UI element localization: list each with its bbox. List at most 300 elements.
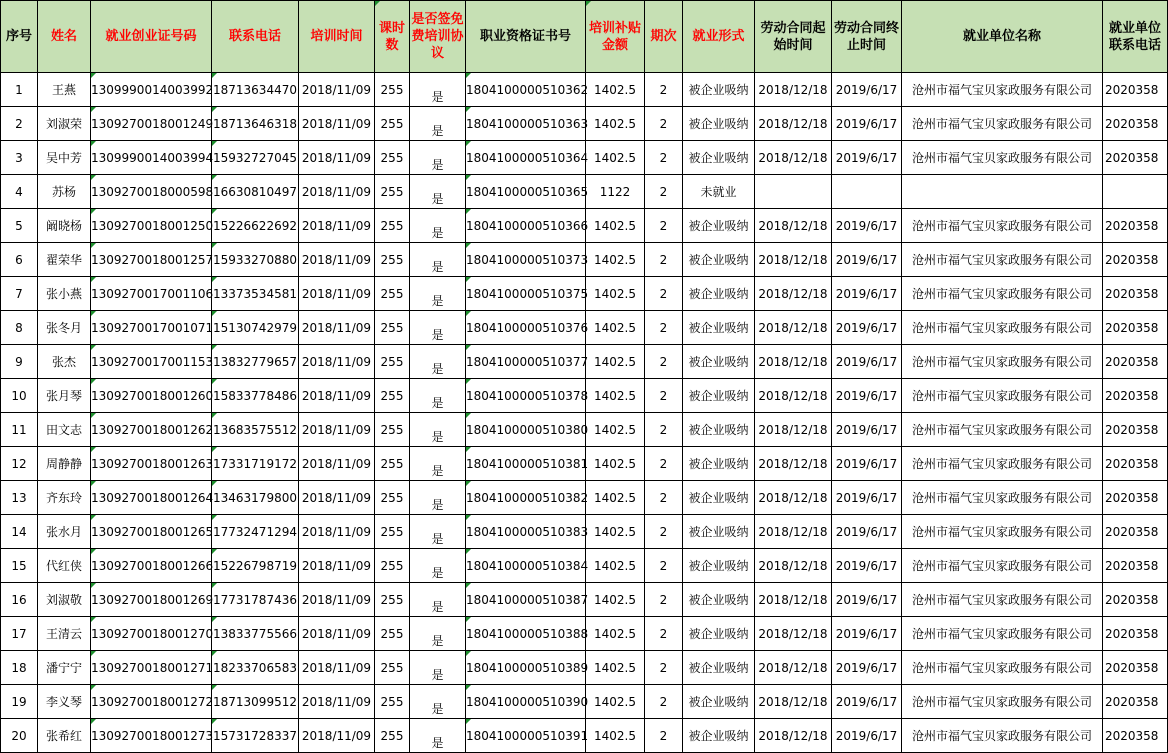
cell-employer-phone[interactable]: 2020358 [1103, 141, 1168, 175]
cell-employer-phone[interactable]: 2020358 [1103, 413, 1168, 447]
cell-agreement[interactable]: 是 [410, 617, 466, 651]
cell-cert-no[interactable]: 1309990014003994 [91, 141, 212, 175]
cell-subsidy[interactable]: 1402.5 [586, 277, 645, 311]
cell-contract-start[interactable]: 2018/12/18 [755, 107, 832, 141]
cell-employer-phone[interactable]: 2020358 [1103, 685, 1168, 719]
cell-name[interactable]: 王清云 [38, 617, 91, 651]
cell-emp-form[interactable]: 被企业吸纳 [683, 277, 755, 311]
cell-period[interactable]: 2 [645, 515, 683, 549]
cell-phone[interactable]: 18713646318 [212, 107, 299, 141]
header-employer-phone[interactable]: 就业单位联系电话 [1103, 1, 1168, 73]
cell-name[interactable]: 张希红 [38, 719, 91, 753]
cell-agreement[interactable]: 是 [410, 447, 466, 481]
header-contract-start[interactable]: 劳动合同起始时间 [755, 1, 832, 73]
cell-contract-start[interactable]: 2018/12/18 [755, 685, 832, 719]
cell-train-time[interactable]: 2018/11/09 [299, 583, 375, 617]
cell-period[interactable]: 2 [645, 175, 683, 209]
cell-contract-end[interactable]: 2019/6/17 [832, 73, 902, 107]
cell-employer[interactable]: 沧州市福气宝贝家政服务有限公司 [902, 345, 1103, 379]
cell-emp-form[interactable]: 被企业吸纳 [683, 447, 755, 481]
cell-emp-form[interactable]: 被企业吸纳 [683, 379, 755, 413]
cell-hours[interactable]: 255 [375, 107, 410, 141]
cell-hours[interactable]: 255 [375, 141, 410, 175]
cell-agreement[interactable]: 是 [410, 209, 466, 243]
cell-period[interactable]: 2 [645, 685, 683, 719]
cell-subsidy[interactable]: 1402.5 [586, 413, 645, 447]
cell-qual-cert[interactable]: 1804100000510382 [466, 481, 586, 515]
cell-train-time[interactable]: 2018/11/09 [299, 311, 375, 345]
cell-employer[interactable]: 沧州市福气宝贝家政服务有限公司 [902, 549, 1103, 583]
cell-cert-no[interactable]: 1309270018001271 [91, 651, 212, 685]
cell-subsidy[interactable]: 1402.5 [586, 243, 645, 277]
cell-contract-end[interactable]: 2019/6/17 [832, 311, 902, 345]
cell-qual-cert[interactable]: 1804100000510387 [466, 583, 586, 617]
cell-qual-cert[interactable]: 1804100000510380 [466, 413, 586, 447]
cell-cert-no[interactable]: 1309270018001257 [91, 243, 212, 277]
cell-cert-no[interactable]: 1309270018001270 [91, 617, 212, 651]
cell-hours[interactable]: 255 [375, 651, 410, 685]
cell-emp-form[interactable]: 被企业吸纳 [683, 141, 755, 175]
cell-employer[interactable]: 沧州市福气宝贝家政服务有限公司 [902, 243, 1103, 277]
cell-cert-no[interactable]: 1309270018001265 [91, 515, 212, 549]
header-phone[interactable]: 联系电话 [212, 1, 299, 73]
cell-qual-cert[interactable]: 1804100000510390 [466, 685, 586, 719]
cell-contract-end[interactable]: 2019/6/17 [832, 447, 902, 481]
cell-contract-start[interactable]: 2018/12/18 [755, 141, 832, 175]
cell-agreement[interactable]: 是 [410, 549, 466, 583]
cell-name[interactable]: 翟荣华 [38, 243, 91, 277]
cell-subsidy[interactable]: 1402.5 [586, 447, 645, 481]
cell-hours[interactable]: 255 [375, 617, 410, 651]
cell-train-time[interactable]: 2018/11/09 [299, 141, 375, 175]
cell-train-time[interactable]: 2018/11/09 [299, 73, 375, 107]
cell-hours[interactable]: 255 [375, 515, 410, 549]
cell-agreement[interactable]: 是 [410, 481, 466, 515]
cell-contract-end[interactable]: 2019/6/17 [832, 617, 902, 651]
header-contract-end[interactable]: 劳动合同终止时间 [832, 1, 902, 73]
cell-name[interactable]: 吴中芳 [38, 141, 91, 175]
cell-hours[interactable]: 255 [375, 481, 410, 515]
cell-employer[interactable]: 沧州市福气宝贝家政服务有限公司 [902, 141, 1103, 175]
cell-contract-end[interactable]: 2019/6/17 [832, 549, 902, 583]
cell-seq[interactable]: 7 [1, 277, 38, 311]
cell-employer[interactable]: 沧州市福气宝贝家政服务有限公司 [902, 107, 1103, 141]
header-seq[interactable]: 序号 [1, 1, 38, 73]
cell-qual-cert[interactable]: 1804100000510362 [466, 73, 586, 107]
cell-agreement[interactable]: 是 [410, 175, 466, 209]
cell-cert-no[interactable]: 1309270018001272 [91, 685, 212, 719]
cell-subsidy[interactable]: 1402.5 [586, 379, 645, 413]
header-cert-no[interactable]: 就业创业证号码 [91, 1, 212, 73]
cell-seq[interactable]: 6 [1, 243, 38, 277]
cell-qual-cert[interactable]: 1804100000510366 [466, 209, 586, 243]
cell-period[interactable]: 2 [645, 617, 683, 651]
cell-qual-cert[interactable]: 1804100000510375 [466, 277, 586, 311]
cell-train-time[interactable]: 2018/11/09 [299, 209, 375, 243]
cell-contract-end[interactable]: 2019/6/17 [832, 413, 902, 447]
cell-contract-start[interactable]: 2018/12/18 [755, 583, 832, 617]
cell-seq[interactable]: 20 [1, 719, 38, 753]
cell-train-time[interactable]: 2018/11/09 [299, 685, 375, 719]
cell-contract-end[interactable]: 2019/6/17 [832, 379, 902, 413]
cell-train-time[interactable]: 2018/11/09 [299, 413, 375, 447]
cell-period[interactable]: 2 [645, 311, 683, 345]
cell-seq[interactable]: 3 [1, 141, 38, 175]
cell-phone[interactable]: 15130742979 [212, 311, 299, 345]
cell-phone[interactable]: 13373534581 [212, 277, 299, 311]
cell-hours[interactable]: 255 [375, 277, 410, 311]
cell-emp-form[interactable]: 未就业 [683, 175, 755, 209]
cell-name[interactable]: 张月琴 [38, 379, 91, 413]
cell-cert-no[interactable]: 1309270018001273 [91, 719, 212, 753]
cell-period[interactable]: 2 [645, 481, 683, 515]
cell-employer-phone[interactable]: 2020358 [1103, 549, 1168, 583]
cell-qual-cert[interactable]: 1804100000510364 [466, 141, 586, 175]
cell-seq[interactable]: 10 [1, 379, 38, 413]
cell-qual-cert[interactable]: 1804100000510383 [466, 515, 586, 549]
cell-name[interactable]: 刘淑敬 [38, 583, 91, 617]
cell-qual-cert[interactable]: 1804100000510376 [466, 311, 586, 345]
cell-contract-start[interactable]: 2018/12/18 [755, 651, 832, 685]
cell-period[interactable]: 2 [645, 243, 683, 277]
cell-employer-phone[interactable]: 2020358 [1103, 73, 1168, 107]
cell-qual-cert[interactable]: 1804100000510373 [466, 243, 586, 277]
cell-seq[interactable]: 16 [1, 583, 38, 617]
cell-agreement[interactable]: 是 [410, 345, 466, 379]
header-period[interactable]: 期次 [645, 1, 683, 73]
cell-subsidy[interactable]: 1402.5 [586, 515, 645, 549]
cell-qual-cert[interactable]: 1804100000510381 [466, 447, 586, 481]
cell-agreement[interactable]: 是 [410, 583, 466, 617]
cell-employer-phone[interactable]: 2020358 [1103, 617, 1168, 651]
cell-agreement[interactable]: 是 [410, 243, 466, 277]
cell-employer[interactable]: 沧州市福气宝贝家政服务有限公司 [902, 379, 1103, 413]
cell-agreement[interactable]: 是 [410, 311, 466, 345]
cell-contract-end[interactable] [832, 175, 902, 209]
cell-train-time[interactable]: 2018/11/09 [299, 481, 375, 515]
cell-subsidy[interactable]: 1402.5 [586, 311, 645, 345]
cell-period[interactable]: 2 [645, 651, 683, 685]
cell-contract-end[interactable]: 2019/6/17 [832, 583, 902, 617]
header-agreement[interactable]: 是否签免费培训协议 [410, 1, 466, 73]
cell-cert-no[interactable]: 1309270018001263 [91, 447, 212, 481]
cell-contract-start[interactable]: 2018/12/18 [755, 209, 832, 243]
cell-employer[interactable]: 沧州市福气宝贝家政服务有限公司 [902, 277, 1103, 311]
cell-seq[interactable]: 2 [1, 107, 38, 141]
cell-employer-phone[interactable]: 2020358 [1103, 277, 1168, 311]
cell-phone[interactable]: 15833778486 [212, 379, 299, 413]
cell-emp-form[interactable]: 被企业吸纳 [683, 209, 755, 243]
cell-phone[interactable]: 15932727045 [212, 141, 299, 175]
cell-subsidy[interactable]: 1402.5 [586, 549, 645, 583]
cell-hours[interactable]: 255 [375, 447, 410, 481]
cell-employer-phone[interactable]: 2020358 [1103, 651, 1168, 685]
cell-period[interactable]: 2 [645, 447, 683, 481]
cell-period[interactable]: 2 [645, 549, 683, 583]
cell-agreement[interactable]: 是 [410, 379, 466, 413]
cell-emp-form[interactable]: 被企业吸纳 [683, 107, 755, 141]
cell-contract-end[interactable]: 2019/6/17 [832, 481, 902, 515]
cell-employer-phone[interactable]: 2020358 [1103, 481, 1168, 515]
cell-contract-start[interactable]: 2018/12/18 [755, 277, 832, 311]
cell-agreement[interactable]: 是 [410, 277, 466, 311]
cell-name[interactable]: 苏杨 [38, 175, 91, 209]
cell-seq[interactable]: 9 [1, 345, 38, 379]
cell-contract-start[interactable]: 2018/12/18 [755, 379, 832, 413]
cell-hours[interactable]: 255 [375, 685, 410, 719]
cell-name[interactable]: 刘淑荣 [38, 107, 91, 141]
header-hours[interactable]: 课时数 [375, 1, 410, 73]
cell-period[interactable]: 2 [645, 345, 683, 379]
cell-seq[interactable]: 4 [1, 175, 38, 209]
cell-employer-phone[interactable]: 2020358 [1103, 379, 1168, 413]
cell-period[interactable]: 2 [645, 141, 683, 175]
cell-phone[interactable]: 18713634470 [212, 73, 299, 107]
cell-name[interactable]: 张小燕 [38, 277, 91, 311]
header-employer[interactable]: 就业单位名称 [902, 1, 1103, 73]
cell-contract-end[interactable]: 2019/6/17 [832, 345, 902, 379]
cell-employer-phone[interactable]: 2020358 [1103, 243, 1168, 277]
cell-seq[interactable]: 15 [1, 549, 38, 583]
cell-employer-phone[interactable]: 2020358 [1103, 719, 1168, 753]
cell-seq[interactable]: 1 [1, 73, 38, 107]
cell-subsidy[interactable]: 1402.5 [586, 481, 645, 515]
cell-subsidy[interactable]: 1402.5 [586, 141, 645, 175]
cell-hours[interactable]: 255 [375, 583, 410, 617]
cell-emp-form[interactable]: 被企业吸纳 [683, 413, 755, 447]
cell-cert-no[interactable]: 1309270017001106 [91, 277, 212, 311]
cell-period[interactable]: 2 [645, 277, 683, 311]
cell-train-time[interactable]: 2018/11/09 [299, 447, 375, 481]
cell-contract-start[interactable]: 2018/12/18 [755, 447, 832, 481]
cell-subsidy[interactable]: 1402.5 [586, 719, 645, 753]
cell-subsidy[interactable]: 1402.5 [586, 651, 645, 685]
cell-emp-form[interactable]: 被企业吸纳 [683, 583, 755, 617]
cell-cert-no[interactable]: 1309270018001250 [91, 209, 212, 243]
cell-phone[interactable]: 15226798719 [212, 549, 299, 583]
cell-seq[interactable]: 12 [1, 447, 38, 481]
cell-train-time[interactable]: 2018/11/09 [299, 243, 375, 277]
cell-employer[interactable]: 沧州市福气宝贝家政服务有限公司 [902, 413, 1103, 447]
cell-period[interactable]: 2 [645, 107, 683, 141]
cell-name[interactable]: 潘宁宁 [38, 651, 91, 685]
cell-seq[interactable]: 18 [1, 651, 38, 685]
cell-name[interactable]: 周静静 [38, 447, 91, 481]
cell-period[interactable]: 2 [645, 719, 683, 753]
cell-contract-start[interactable] [755, 175, 832, 209]
cell-emp-form[interactable]: 被企业吸纳 [683, 481, 755, 515]
cell-employer-phone[interactable]: 2020358 [1103, 209, 1168, 243]
cell-train-time[interactable]: 2018/11/09 [299, 515, 375, 549]
cell-name[interactable]: 王燕 [38, 73, 91, 107]
cell-phone[interactable]: 18233706583 [212, 651, 299, 685]
cell-cert-no[interactable]: 1309990014003992 [91, 73, 212, 107]
cell-contract-start[interactable]: 2018/12/18 [755, 617, 832, 651]
cell-seq[interactable]: 11 [1, 413, 38, 447]
cell-cert-no[interactable]: 1309270018001249 [91, 107, 212, 141]
cell-qual-cert[interactable]: 1804100000510363 [466, 107, 586, 141]
cell-emp-form[interactable]: 被企业吸纳 [683, 719, 755, 753]
cell-phone[interactable]: 13463179800 [212, 481, 299, 515]
header-train-time[interactable]: 培训时间 [299, 1, 375, 73]
cell-employer[interactable]: 沧州市福气宝贝家政服务有限公司 [902, 583, 1103, 617]
cell-cert-no[interactable]: 1309270018001260 [91, 379, 212, 413]
cell-emp-form[interactable]: 被企业吸纳 [683, 243, 755, 277]
cell-contract-end[interactable]: 2019/6/17 [832, 685, 902, 719]
cell-agreement[interactable]: 是 [410, 651, 466, 685]
cell-name[interactable]: 张冬月 [38, 311, 91, 345]
cell-subsidy[interactable]: 1402.5 [586, 107, 645, 141]
cell-hours[interactable]: 255 [375, 209, 410, 243]
cell-name[interactable]: 张水月 [38, 515, 91, 549]
cell-seq[interactable]: 13 [1, 481, 38, 515]
cell-employer-phone[interactable]: 2020358 [1103, 345, 1168, 379]
cell-contract-start[interactable]: 2018/12/18 [755, 481, 832, 515]
cell-employer[interactable]: 沧州市福气宝贝家政服务有限公司 [902, 685, 1103, 719]
cell-contract-start[interactable]: 2018/12/18 [755, 243, 832, 277]
cell-employer-phone[interactable]: 2020358 [1103, 583, 1168, 617]
cell-phone[interactable]: 17331719172 [212, 447, 299, 481]
cell-contract-end[interactable]: 2019/6/17 [832, 107, 902, 141]
cell-train-time[interactable]: 2018/11/09 [299, 549, 375, 583]
cell-agreement[interactable]: 是 [410, 73, 466, 107]
cell-phone[interactable]: 13683575512 [212, 413, 299, 447]
cell-period[interactable]: 2 [645, 73, 683, 107]
cell-contract-end[interactable]: 2019/6/17 [832, 209, 902, 243]
cell-emp-form[interactable]: 被企业吸纳 [683, 311, 755, 345]
cell-hours[interactable]: 255 [375, 549, 410, 583]
cell-qual-cert[interactable]: 1804100000510365 [466, 175, 586, 209]
cell-employer-phone[interactable]: 2020358 [1103, 515, 1168, 549]
cell-subsidy[interactable]: 1402.5 [586, 345, 645, 379]
cell-employer[interactable]: 沧州市福气宝贝家政服务有限公司 [902, 651, 1103, 685]
cell-emp-form[interactable]: 被企业吸纳 [683, 73, 755, 107]
cell-seq[interactable]: 19 [1, 685, 38, 719]
cell-cert-no[interactable]: 1309270018001262 [91, 413, 212, 447]
cell-name[interactable]: 李义琴 [38, 685, 91, 719]
cell-employer[interactable]: 沧州市福气宝贝家政服务有限公司 [902, 481, 1103, 515]
header-emp-form[interactable]: 就业形式 [683, 1, 755, 73]
cell-employer-phone[interactable]: 2020358 [1103, 311, 1168, 345]
cell-employer[interactable]: 沧州市福气宝贝家政服务有限公司 [902, 209, 1103, 243]
cell-period[interactable]: 2 [645, 209, 683, 243]
cell-subsidy[interactable]: 1122 [586, 175, 645, 209]
cell-contract-start[interactable]: 2018/12/18 [755, 413, 832, 447]
cell-hours[interactable]: 255 [375, 175, 410, 209]
cell-period[interactable]: 2 [645, 413, 683, 447]
cell-contract-end[interactable]: 2019/6/17 [832, 651, 902, 685]
cell-name[interactable]: 张杰 [38, 345, 91, 379]
cell-phone[interactable]: 15731728337 [212, 719, 299, 753]
cell-train-time[interactable]: 2018/11/09 [299, 107, 375, 141]
cell-phone[interactable]: 15226622692 [212, 209, 299, 243]
cell-subsidy[interactable]: 1402.5 [586, 583, 645, 617]
cell-train-time[interactable]: 2018/11/09 [299, 651, 375, 685]
cell-agreement[interactable]: 是 [410, 719, 466, 753]
cell-qual-cert[interactable]: 1804100000510377 [466, 345, 586, 379]
cell-cert-no[interactable]: 1309270017001153 [91, 345, 212, 379]
cell-hours[interactable]: 255 [375, 73, 410, 107]
cell-qual-cert[interactable]: 1804100000510388 [466, 617, 586, 651]
cell-contract-end[interactable]: 2019/6/17 [832, 141, 902, 175]
cell-subsidy[interactable]: 1402.5 [586, 617, 645, 651]
cell-name[interactable]: 田文志 [38, 413, 91, 447]
cell-hours[interactable]: 255 [375, 379, 410, 413]
cell-phone[interactable]: 13832779657 [212, 345, 299, 379]
cell-emp-form[interactable]: 被企业吸纳 [683, 549, 755, 583]
cell-seq[interactable]: 5 [1, 209, 38, 243]
cell-phone[interactable]: 17731787436 [212, 583, 299, 617]
cell-contract-start[interactable]: 2018/12/18 [755, 311, 832, 345]
cell-subsidy[interactable]: 1402.5 [586, 685, 645, 719]
cell-employer[interactable]: 沧州市福气宝贝家政服务有限公司 [902, 515, 1103, 549]
cell-cert-no[interactable]: 1309270018001266 [91, 549, 212, 583]
cell-contract-start[interactable]: 2018/12/18 [755, 549, 832, 583]
cell-hours[interactable]: 255 [375, 719, 410, 753]
cell-employer[interactable]: 沧州市福气宝贝家政服务有限公司 [902, 617, 1103, 651]
cell-qual-cert[interactable]: 1804100000510378 [466, 379, 586, 413]
cell-employer-phone[interactable] [1103, 175, 1168, 209]
cell-emp-form[interactable]: 被企业吸纳 [683, 345, 755, 379]
cell-name[interactable]: 阚晓杨 [38, 209, 91, 243]
cell-emp-form[interactable]: 被企业吸纳 [683, 515, 755, 549]
cell-subsidy[interactable]: 1402.5 [586, 209, 645, 243]
cell-agreement[interactable]: 是 [410, 413, 466, 447]
cell-qual-cert[interactable]: 1804100000510391 [466, 719, 586, 753]
cell-name[interactable]: 代红侠 [38, 549, 91, 583]
cell-name[interactable]: 齐东玲 [38, 481, 91, 515]
cell-emp-form[interactable]: 被企业吸纳 [683, 651, 755, 685]
cell-contract-start[interactable]: 2018/12/18 [755, 719, 832, 753]
cell-agreement[interactable]: 是 [410, 685, 466, 719]
cell-seq[interactable]: 8 [1, 311, 38, 345]
cell-agreement[interactable]: 是 [410, 107, 466, 141]
cell-period[interactable]: 2 [645, 379, 683, 413]
cell-employer-phone[interactable]: 2020358 [1103, 447, 1168, 481]
cell-phone[interactable]: 17732471294 [212, 515, 299, 549]
cell-subsidy[interactable]: 1402.5 [586, 73, 645, 107]
cell-emp-form[interactable]: 被企业吸纳 [683, 685, 755, 719]
cell-train-time[interactable]: 2018/11/09 [299, 379, 375, 413]
cell-hours[interactable]: 255 [375, 243, 410, 277]
cell-train-time[interactable]: 2018/11/09 [299, 277, 375, 311]
cell-train-time[interactable]: 2018/11/09 [299, 175, 375, 209]
cell-period[interactable]: 2 [645, 583, 683, 617]
cell-contract-end[interactable]: 2019/6/17 [832, 515, 902, 549]
cell-seq[interactable]: 14 [1, 515, 38, 549]
cell-train-time[interactable]: 2018/11/09 [299, 617, 375, 651]
header-subsidy[interactable]: 培训补贴金额 [586, 1, 645, 73]
cell-agreement[interactable]: 是 [410, 141, 466, 175]
cell-cert-no[interactable]: 1309270018001264 [91, 481, 212, 515]
cell-phone[interactable]: 18713099512 [212, 685, 299, 719]
cell-agreement[interactable]: 是 [410, 515, 466, 549]
cell-seq[interactable]: 17 [1, 617, 38, 651]
cell-employer[interactable] [902, 175, 1103, 209]
cell-cert-no[interactable]: 1309270018000598 [91, 175, 212, 209]
cell-employer[interactable]: 沧州市福气宝贝家政服务有限公司 [902, 311, 1103, 345]
cell-cert-no[interactable]: 1309270018001269 [91, 583, 212, 617]
cell-emp-form[interactable]: 被企业吸纳 [683, 617, 755, 651]
cell-cert-no[interactable]: 1309270017001071 [91, 311, 212, 345]
cell-qual-cert[interactable]: 1804100000510384 [466, 549, 586, 583]
cell-contract-start[interactable]: 2018/12/18 [755, 345, 832, 379]
cell-contract-start[interactable]: 2018/12/18 [755, 73, 832, 107]
cell-employer[interactable]: 沧州市福气宝贝家政服务有限公司 [902, 73, 1103, 107]
cell-employer[interactable]: 沧州市福气宝贝家政服务有限公司 [902, 447, 1103, 481]
cell-phone[interactable]: 13833775566 [212, 617, 299, 651]
cell-hours[interactable]: 255 [375, 311, 410, 345]
